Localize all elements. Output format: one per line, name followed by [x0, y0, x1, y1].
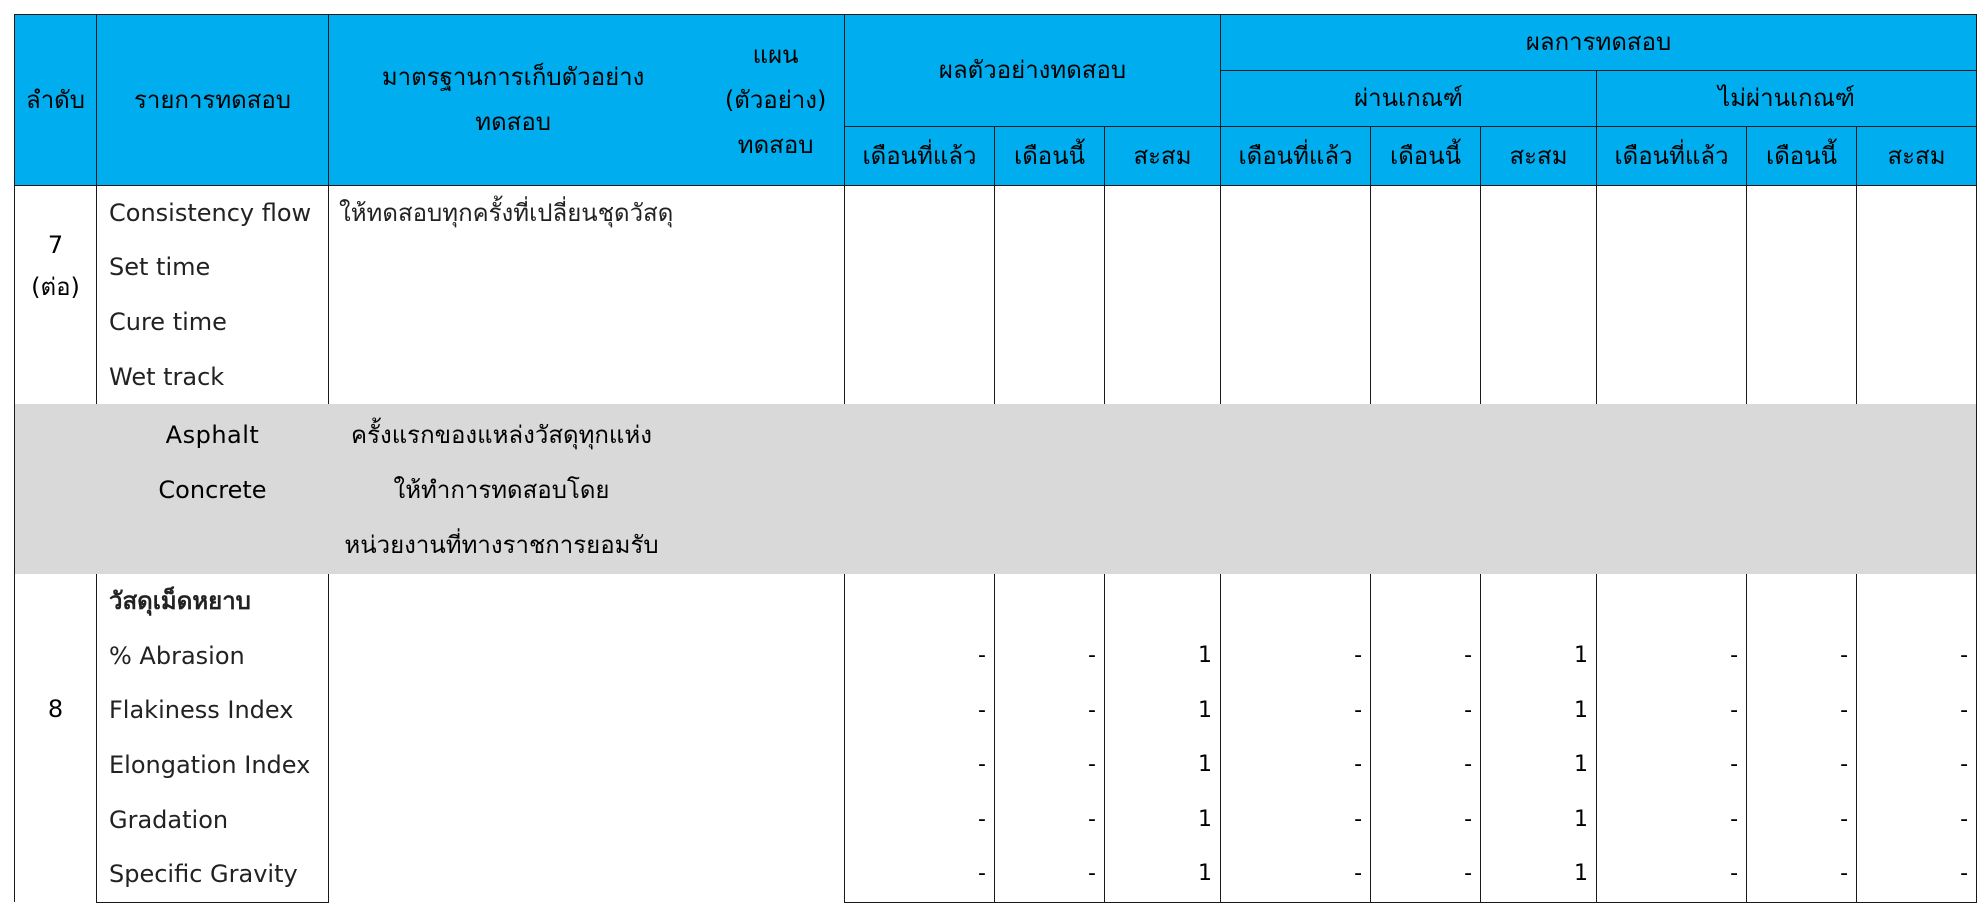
- asphalt-name-line2: Concrete: [158, 476, 267, 505]
- header-fail-cumulative: สะสม: [1857, 127, 1977, 186]
- section7-seq: 7: [47, 231, 64, 259]
- section8-row-0-v6: -: [1597, 629, 1747, 684]
- table-row: [15, 738, 1977, 793]
- header-fail: ไม่ผ่านเกณฑ์: [1597, 71, 1977, 127]
- section8-row-1-v6: -: [1597, 684, 1747, 739]
- section8-row-0-v4: -: [1371, 629, 1481, 684]
- header-sample-results: ผลตัวอย่างทดสอบ: [845, 15, 1221, 127]
- section8-row-4-v7: -: [1747, 847, 1857, 902]
- section8-row-0-v1: -: [995, 629, 1105, 684]
- header-pass-cumulative: สะสม: [1481, 127, 1597, 186]
- section7-item-1: Set time: [97, 241, 329, 296]
- section8-row-1-v7: -: [1747, 684, 1857, 739]
- section7-standard: ให้ทดสอบทุกครั้งที่เปลี่ยนชุดวัสดุ: [329, 186, 845, 241]
- header-seq: ลำดับ: [15, 15, 97, 186]
- section7-item-3: Wet track: [97, 350, 329, 405]
- asphalt-standard: [329, 404, 845, 574]
- section8-row-1-v1: -: [995, 684, 1105, 739]
- section8-row-1-v2: 1: [1105, 684, 1221, 739]
- section8-row-2-v5: 1: [1481, 738, 1597, 793]
- section8-row-3-v8: -: [1857, 793, 1977, 848]
- header-plan: แผน (ตัวอย่าง) ทดสอบ: [724, 40, 827, 159]
- section8-row-4-v4: -: [1371, 847, 1481, 902]
- table-row: [15, 295, 1977, 350]
- section8-row-0-v3: -: [1221, 629, 1371, 684]
- section8-row-3-v1: -: [995, 793, 1105, 848]
- section8-row-1-v8: -: [1857, 684, 1977, 739]
- section8-row-4-v6: -: [1597, 847, 1747, 902]
- section8-row-0-v2: 1: [1105, 629, 1221, 684]
- asphalt-name: [97, 404, 329, 574]
- header-test-results: ผลการทดสอบ: [1221, 15, 1977, 71]
- section8-row-3-v5: 1: [1481, 793, 1597, 848]
- asphalt-standard-line1: ครั้งแรกของแหล่งวัสดุทุกแห่ง: [351, 421, 652, 450]
- section8-row-2-v3: -: [1221, 738, 1371, 793]
- section8-row-1-v5: 1: [1481, 684, 1597, 739]
- section8-row-2-v0: -: [845, 738, 995, 793]
- section8-row-0-v0: -: [845, 629, 995, 684]
- section8-row-0-v7: -: [1747, 629, 1857, 684]
- section8-row-2-v1: -: [995, 738, 1105, 793]
- section8-row-3-v3: -: [1221, 793, 1371, 848]
- section8-seq: 8: [15, 574, 97, 902]
- section8-row-1-v4: -: [1371, 684, 1481, 739]
- section8-row-4-v5: 1: [1481, 847, 1597, 902]
- section8-row-0-v5: 1: [1481, 629, 1597, 684]
- section8-row-3-name: Gradation: [97, 793, 329, 848]
- section7-item-0: Consistency flow: [97, 186, 329, 241]
- section8-row-2-v7: -: [1747, 738, 1857, 793]
- table-row: [15, 186, 1977, 241]
- header-sample-last-month: เดือนที่แล้ว: [845, 127, 995, 186]
- table-row: [15, 629, 1977, 684]
- section8-row-2-v2: 1: [1105, 738, 1221, 793]
- section8-row-3-v0: -: [845, 793, 995, 848]
- section8-row-3-v4: -: [1371, 793, 1481, 848]
- section8-row-4-v2: 1: [1105, 847, 1221, 902]
- section8-row-3-v2: 1: [1105, 793, 1221, 848]
- section8-title: วัสดุเม็ดหยาบ: [97, 574, 329, 629]
- table-body: [15, 186, 1977, 903]
- header-fail-this-month: เดือนนี้: [1747, 127, 1857, 186]
- section8-row-0-name: % Abrasion: [97, 629, 329, 684]
- test-results-table: [14, 14, 1977, 903]
- section7-seq-note: (ต่อ): [31, 273, 80, 301]
- asphalt-seq-cell: [15, 404, 97, 574]
- section7-seq-cell: [15, 186, 97, 405]
- section8-row-2-name: Elongation Index: [97, 738, 329, 793]
- table-row: [15, 241, 1977, 296]
- section8-row-1-name: Flakiness Index: [97, 684, 329, 739]
- section8-row-4-v1: -: [995, 847, 1105, 902]
- asphalt-standard-line3: หน่วยงานที่ทางราชการยอมรับ: [344, 531, 659, 560]
- asphalt-standard-line2: ให้ทำการทดสอบโดย: [393, 476, 610, 505]
- section8-row-2-v4: -: [1371, 738, 1481, 793]
- header-pass-last-month: เดือนที่แล้ว: [1221, 127, 1371, 186]
- section8-row-2-v8: -: [1857, 738, 1977, 793]
- section8-row-2-v6: -: [1597, 738, 1747, 793]
- table-row: [15, 350, 1977, 405]
- table-header: [15, 15, 1977, 186]
- section8-row-4-v3: -: [1221, 847, 1371, 902]
- table-row: [15, 684, 1977, 739]
- section7-item-2: Cure time: [97, 295, 329, 350]
- header-standard-plan: [329, 15, 845, 186]
- section8-row-3-v6: -: [1597, 793, 1747, 848]
- header-fail-last-month: เดือนที่แล้ว: [1597, 127, 1747, 186]
- section8-row-4-v0: -: [845, 847, 995, 902]
- header-sample-this-month: เดือนนี้: [995, 127, 1105, 186]
- header-pass: ผ่านเกณฑ์: [1221, 71, 1597, 127]
- section8-row-4-v8: -: [1857, 847, 1977, 902]
- asphalt-row: [15, 404, 1977, 574]
- asphalt-name-line1: Asphalt: [165, 421, 260, 450]
- table-row: [15, 847, 1977, 902]
- section8-row-3-v7: -: [1747, 793, 1857, 848]
- table-row: [15, 793, 1977, 848]
- test-results-sheet: [14, 14, 1977, 903]
- header-item: รายการทดสอบ: [97, 15, 329, 186]
- section8-row-1-v0: -: [845, 684, 995, 739]
- section8-row-0-v8: -: [1857, 629, 1977, 684]
- table-row: [15, 574, 1977, 629]
- header-sample-cumulative: สะสม: [1105, 127, 1221, 186]
- section8-row-1-v3: -: [1221, 684, 1371, 739]
- header-standard: มาตรฐานการเก็บตัวอย่างทดสอบ: [381, 63, 645, 136]
- section8-row-4-name: Specific Gravity: [97, 847, 329, 902]
- header-pass-this-month: เดือนนี้: [1371, 127, 1481, 186]
- section8-standard-empty: [329, 574, 845, 902]
